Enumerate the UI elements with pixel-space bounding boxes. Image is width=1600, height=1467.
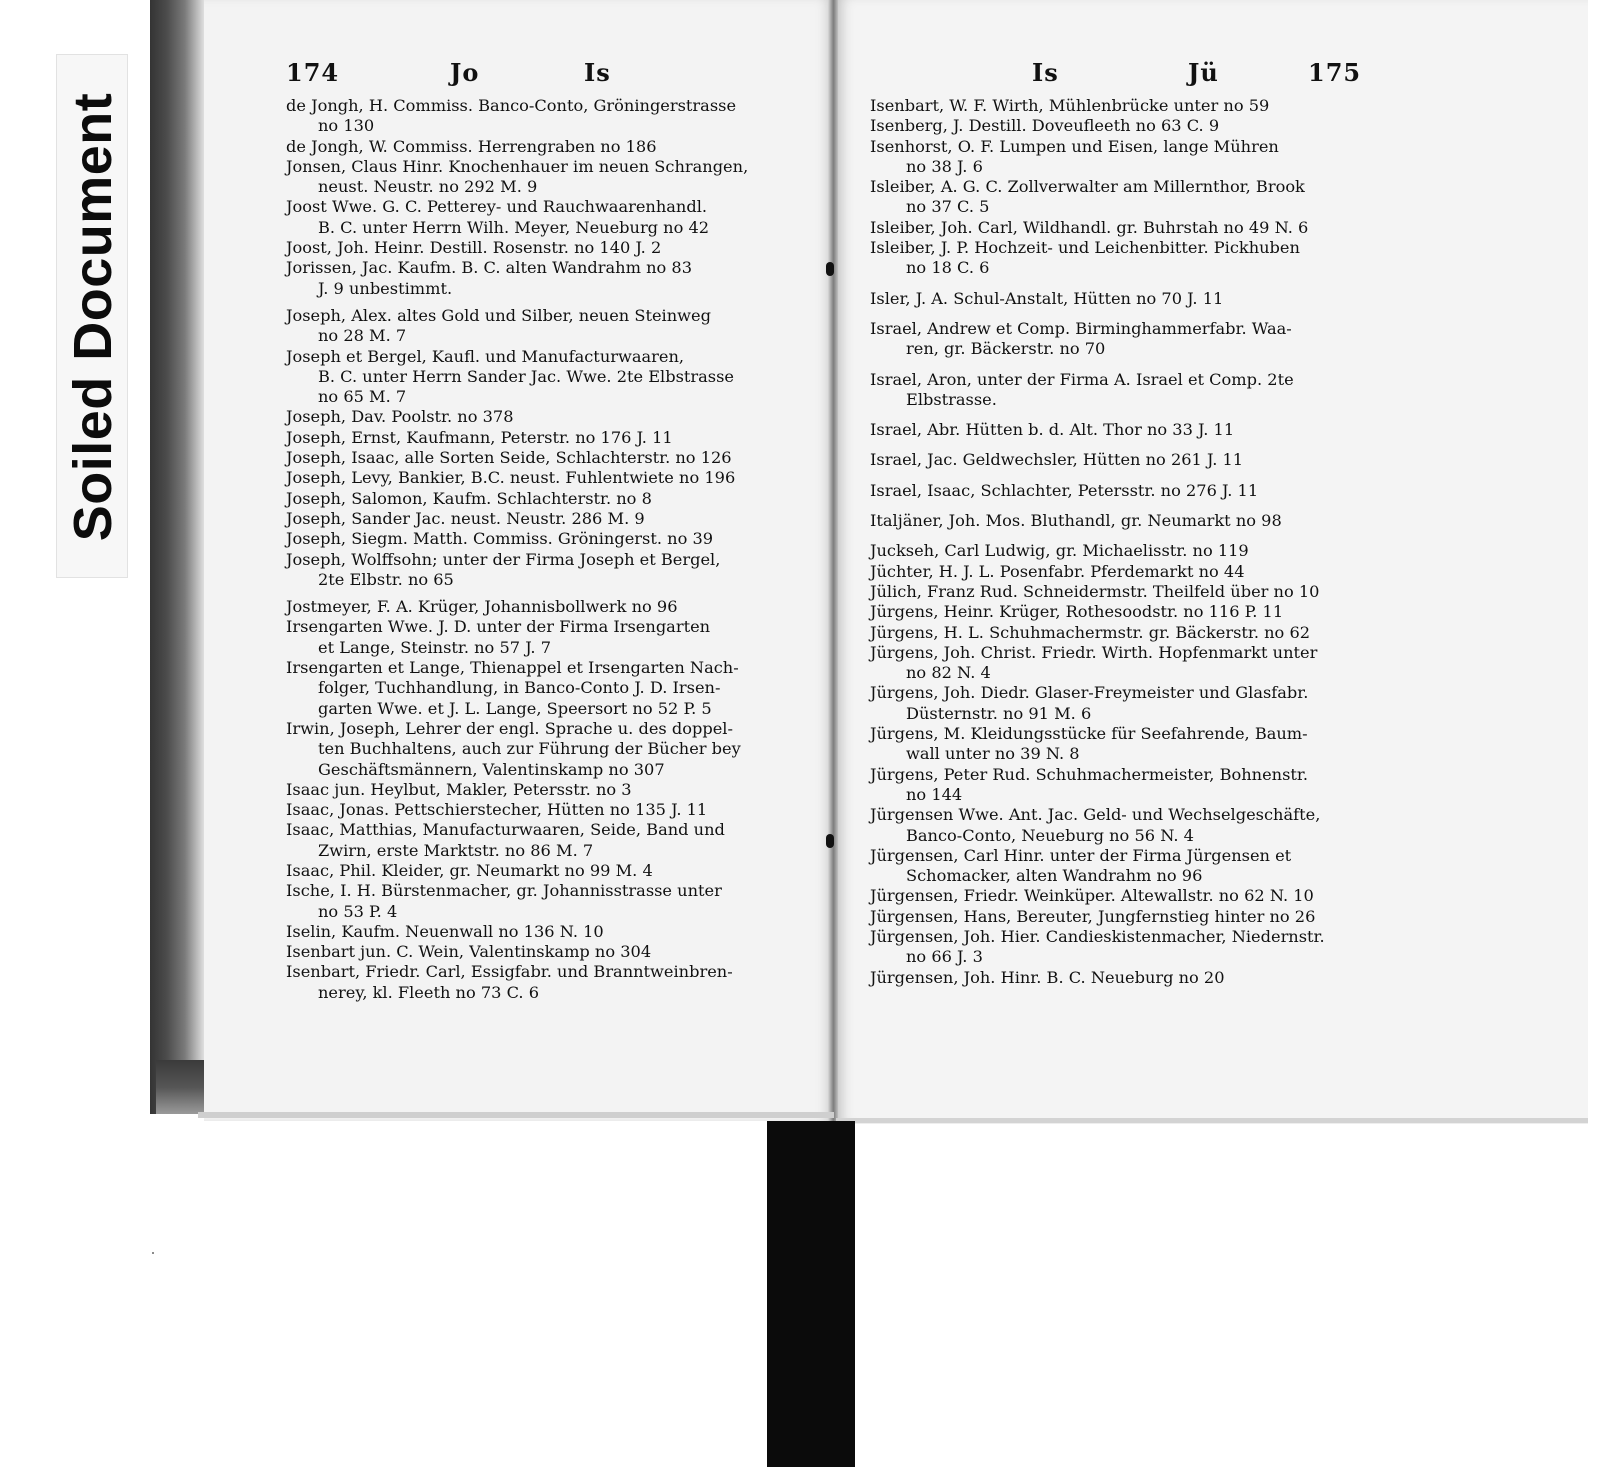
entry-continuation-line: Elbstrasse. [906,389,997,409]
directory-entry-line: Joost Wwe. G. C. Petterey- und Rauchwaarenhandl. [286,197,708,217]
directory-entry-line: Isleiber, Joh. Carl, Wildhandl. gr. Buhrstah no 49 N. 6 [870,217,1309,237]
directory-entry-line: Jülich, Franz Rud. Schneidermstr. Theilfeld über no 10 [870,581,1320,601]
directory-entry-line: Isleiber, J. P. Hochzeit- und Leichenbitter. Pickhuben [870,238,1300,258]
directory-entry-line: Italjäner, Joh. Mos. Bluthandl, gr. Neumarkt no 98 [870,511,1282,531]
directory-entry-line: Isenbart, W. F. Wirth, Mühlenbrücke unter no 59 [870,96,1270,115]
directory-entry-line: Isler, J. A. Schul-Anstalt, Hütten no 70 J. 11 [870,288,1224,308]
bookmark-ribbon [767,1121,855,1467]
binding-thread-mark [826,834,834,848]
entry-spacer [286,299,748,306]
entry-spacer [870,501,1325,511]
book-page-stack [156,1060,204,1114]
directory-entry-line: Jonsen, Claus Hinr. Knochenhauer im neuen Schrangen, [286,156,749,176]
soiled-document-text: Soiled Document [63,92,123,542]
left-page [204,0,832,1121]
directory-entry-line: Isenberg, J. Destill. Doveufleeth no 63 C. 9 [870,116,1220,136]
directory-entry-line: Jürgens, Heinr. Krüger, Rothesoodstr. no 116 P. 11 [870,602,1284,622]
directory-entry-line: Isaac jun. Heylbut, Makler, Petersstr. no 3 [286,779,632,799]
directory-entry-line: Joseph, Isaac, alle Sorten Seide, Schlachterstr. no 126 [286,448,732,468]
directory-entry-line: Isenhorst, O. F. Lumpen und Eisen, lange Mühren [870,136,1279,156]
directory-entry-line: Juckseh, Carl Ludwig, gr. Michaelisstr. no 119 [870,541,1249,561]
entry-continuation-line: 2te Elbstr. no 65 [318,569,454,589]
entry-continuation-line: no 144 [906,784,963,804]
entry-continuation-line: Düsternstr. no 91 M. 6 [906,703,1092,723]
binding-thread-mark [826,262,834,276]
entry-spacer [870,440,1325,450]
running-head-right-1: Is [1032,58,1059,87]
directory-entries-left [286,96,748,1003]
directory-entry-line: Joost, Joh. Heinr. Destill. Rosenstr. no 140 J. 2 [286,238,662,258]
directory-entry-line: Jürgensen, Hans, Bereuter, Jungfernstieg hinter no 26 [870,906,1316,926]
directory-entry-line: Joseph, Dav. Poolstr. no 378 [286,407,514,427]
entry-spacer [870,531,1325,541]
directory-entry-line: Joseph, Ernst, Kaufmann, Peterstr. no 176 J. 11 [286,427,673,447]
entry-continuation-line: et Lange, Steinstr. no 57 J. 7 [318,637,552,657]
directory-entry-line: Isaac, Phil. Kleider, gr. Neumarkt no 99 M. 4 [286,860,653,880]
entry-continuation-line: Geschäftsmännern, Valentinskamp no 307 [318,759,665,779]
entry-continuation-line: no 28 M. 7 [318,326,407,346]
entry-continuation-line: wall unter no 39 N. 8 [906,744,1080,764]
directory-entry-line: de Jongh, H. Commiss. Banco-Conto, Gröningerstrasse [286,96,737,115]
directory-entry-line: Isenbart jun. C. Wein, Valentinskamp no 304 [286,942,652,962]
entry-continuation-line: Zwirn, erste Marktstr. no 86 M. 7 [318,840,594,860]
directory-entry-line: Israel, Aron, unter der Firma A. Israel et Comp. 2te [870,369,1294,389]
entry-continuation-line: ten Buchhaltens, auch zur Führung der Bücher bey [318,739,741,759]
entry-continuation-line: garten Wwe. et J. L. Lange, Speersort no 52 P. 5 [318,698,712,718]
entry-continuation-line: no 38 J. 6 [906,156,983,176]
directory-entry-line: Joseph, Alex. altes Gold und Silber, neuen Steinweg [286,305,711,325]
entry-spacer [870,279,1325,289]
right-page [838,0,1588,1124]
directory-entry-line: Iselin, Kaufm. Neuenwall no 136 N. 10 [286,921,604,941]
entry-continuation-line: no 82 N. 4 [906,663,991,683]
directory-entry-line: Isaac, Jonas. Pettschierstecher, Hütten no 135 J. 11 [286,800,708,820]
book-spine-edge [150,0,206,1114]
directory-entry-line: Joseph, Salomon, Kaufm. Schlachterstr. no 8 [286,488,652,508]
running-head-left-1: Jo [450,58,480,87]
directory-entry-line: Joseph et Bergel, Kaufl. und Manufacturwaaren, [286,346,685,366]
directory-entry-line: Jürgens, Joh. Christ. Friedr. Wirth. Hopfenmarkt unter [870,642,1318,662]
directory-entry-line: Jürgens, H. L. Schuhmachermstr. gr. Bäckerstr. no 62 [870,622,1311,642]
entry-continuation-line: folger, Tuchhandlung, in Banco-Conto J. D. Irsen- [318,678,721,698]
directory-entry-line: Jorissen, Jac. Kaufm. B. C. alten Wandrahm no 83 [286,258,693,278]
directory-entry-line: Ische, I. H. Bürstenmacher, gr. Johannisstrasse unter [286,881,722,901]
page-number-right: 175 [1308,58,1362,87]
directory-entry-line: Israel, Jac. Geldwechsler, Hütten no 261 J. 11 [870,450,1244,470]
entry-spacer [286,590,748,597]
directory-entries-right [870,96,1325,988]
directory-entry-line: Jürgensen, Friedr. Weinküper. Altewallstr. no 62 N. 10 [870,886,1314,906]
directory-entry-line: Jostmeyer, F. A. Krüger, Johannisbollwerk no 96 [286,597,678,617]
directory-entry-line: Jürgens, M. Kleidungsstücke für Seefahrende, Baum- [870,724,1308,744]
directory-entry-line: Joseph, Levy, Bankier, B.C. neust. Fuhlentwiete no 196 [286,468,736,488]
directory-entry-line: Irsengarten et Lange, Thienappel et Irsengarten Nach- [286,658,739,678]
page-number-left: 174 [286,58,340,87]
entry-continuation-line: nerey, kl. Fleeth no 73 C. 6 [318,982,539,1002]
directory-entry-line: Jürgens, Peter Rud. Schuhmachermeister, Bohnenstr. [870,764,1308,784]
entry-spacer [870,410,1325,420]
directory-entry-line: Joseph, Sander Jac. neust. Neustr. 286 M. 9 [286,508,645,528]
entry-continuation-line: no 130 [318,116,375,136]
entry-continuation-line: no 65 M. 7 [318,387,407,407]
entry-continuation-line: no 37 C. 5 [906,197,990,217]
directory-entry-line: Joseph, Wolffsohn; unter der Firma Joseph et Bergel, [286,549,721,569]
entry-continuation-line: B. C. unter Herrn Wilh. Meyer, Neueburg no 42 [318,217,710,237]
running-head-right-2: Jü [1188,58,1219,87]
left-page-bottom-edge [198,1112,834,1118]
directory-entry-line: Isaac, Matthias, Manufacturwaaren, Seide, Band und [286,820,725,840]
directory-entry-line: Jüchter, H. J. L. Posenfabr. Pferdemarkt no 44 [870,561,1245,581]
directory-entry-line: Jürgens, Joh. Diedr. Glaser-Freymeister und Glasfabr. [870,683,1309,703]
entry-continuation-line: no 18 C. 6 [906,258,990,278]
directory-entry-line: Jürgensen, Carl Hinr. unter der Firma Jürgensen et [870,845,1292,865]
entry-continuation-line: Schomacker, alten Wandrahm no 96 [906,866,1203,886]
dust-speck [152,1252,154,1254]
directory-entry-line: Isleiber, A. G. C. Zollverwalter am Millernthor, Brook [870,177,1305,197]
entry-continuation-line: Banco-Conto, Neueburg no 56 N. 4 [906,825,1194,845]
entry-spacer [870,360,1325,370]
entry-spacer [870,471,1325,481]
directory-entry-line: Jürgensen, Joh. Hinr. B. C. Neueburg no 20 [870,967,1225,987]
entry-continuation-line: B. C. unter Herrn Sander Jac. Wwe. 2te Elbstrasse [318,366,734,386]
entry-continuation-line: neust. Neustr. no 292 M. 9 [318,177,538,197]
directory-entry-line: Israel, Isaac, Schlachter, Petersstr. no 276 J. 11 [870,480,1259,500]
directory-entry-line: Israel, Andrew et Comp. Birminghammerfabr. Waa- [870,318,1292,338]
directory-entry-line: Isenbart, Friedr. Carl, Essigfabr. und Branntweinbren- [286,962,733,982]
entry-continuation-line: J. 9 unbestimmt. [318,278,453,298]
entry-continuation-line: ren, gr. Bäckerstr. no 70 [906,339,1106,359]
entry-continuation-line: no 53 P. 4 [318,901,398,921]
directory-entry-line: Irsengarten Wwe. J. D. unter der Firma Irsengarten [286,617,711,637]
directory-entry-line: Jürgensen, Joh. Hier. Candieskistenmacher, Niedernstr. [870,926,1325,946]
entry-spacer [870,309,1325,319]
directory-entry-line: Irwin, Joseph, Lehrer der engl. Sprache u. des doppel- [286,718,733,738]
right-page-bottom-edge [836,1118,1588,1123]
running-head-left-2: Is [584,58,611,87]
entry-continuation-line: no 66 J. 3 [906,947,983,967]
directory-entry-line: Jürgensen Wwe. Ant. Jac. Geld- und Wechselgeschäfte, [870,805,1321,825]
directory-entry-line: Joseph, Siegm. Matth. Commiss. Gröningerst. no 39 [286,529,714,549]
directory-entry-line: de Jongh, W. Commiss. Herrengraben no 186 [286,136,657,156]
directory-entry-line: Israel, Abr. Hütten b. d. Alt. Thor no 33 J. 11 [870,420,1235,440]
